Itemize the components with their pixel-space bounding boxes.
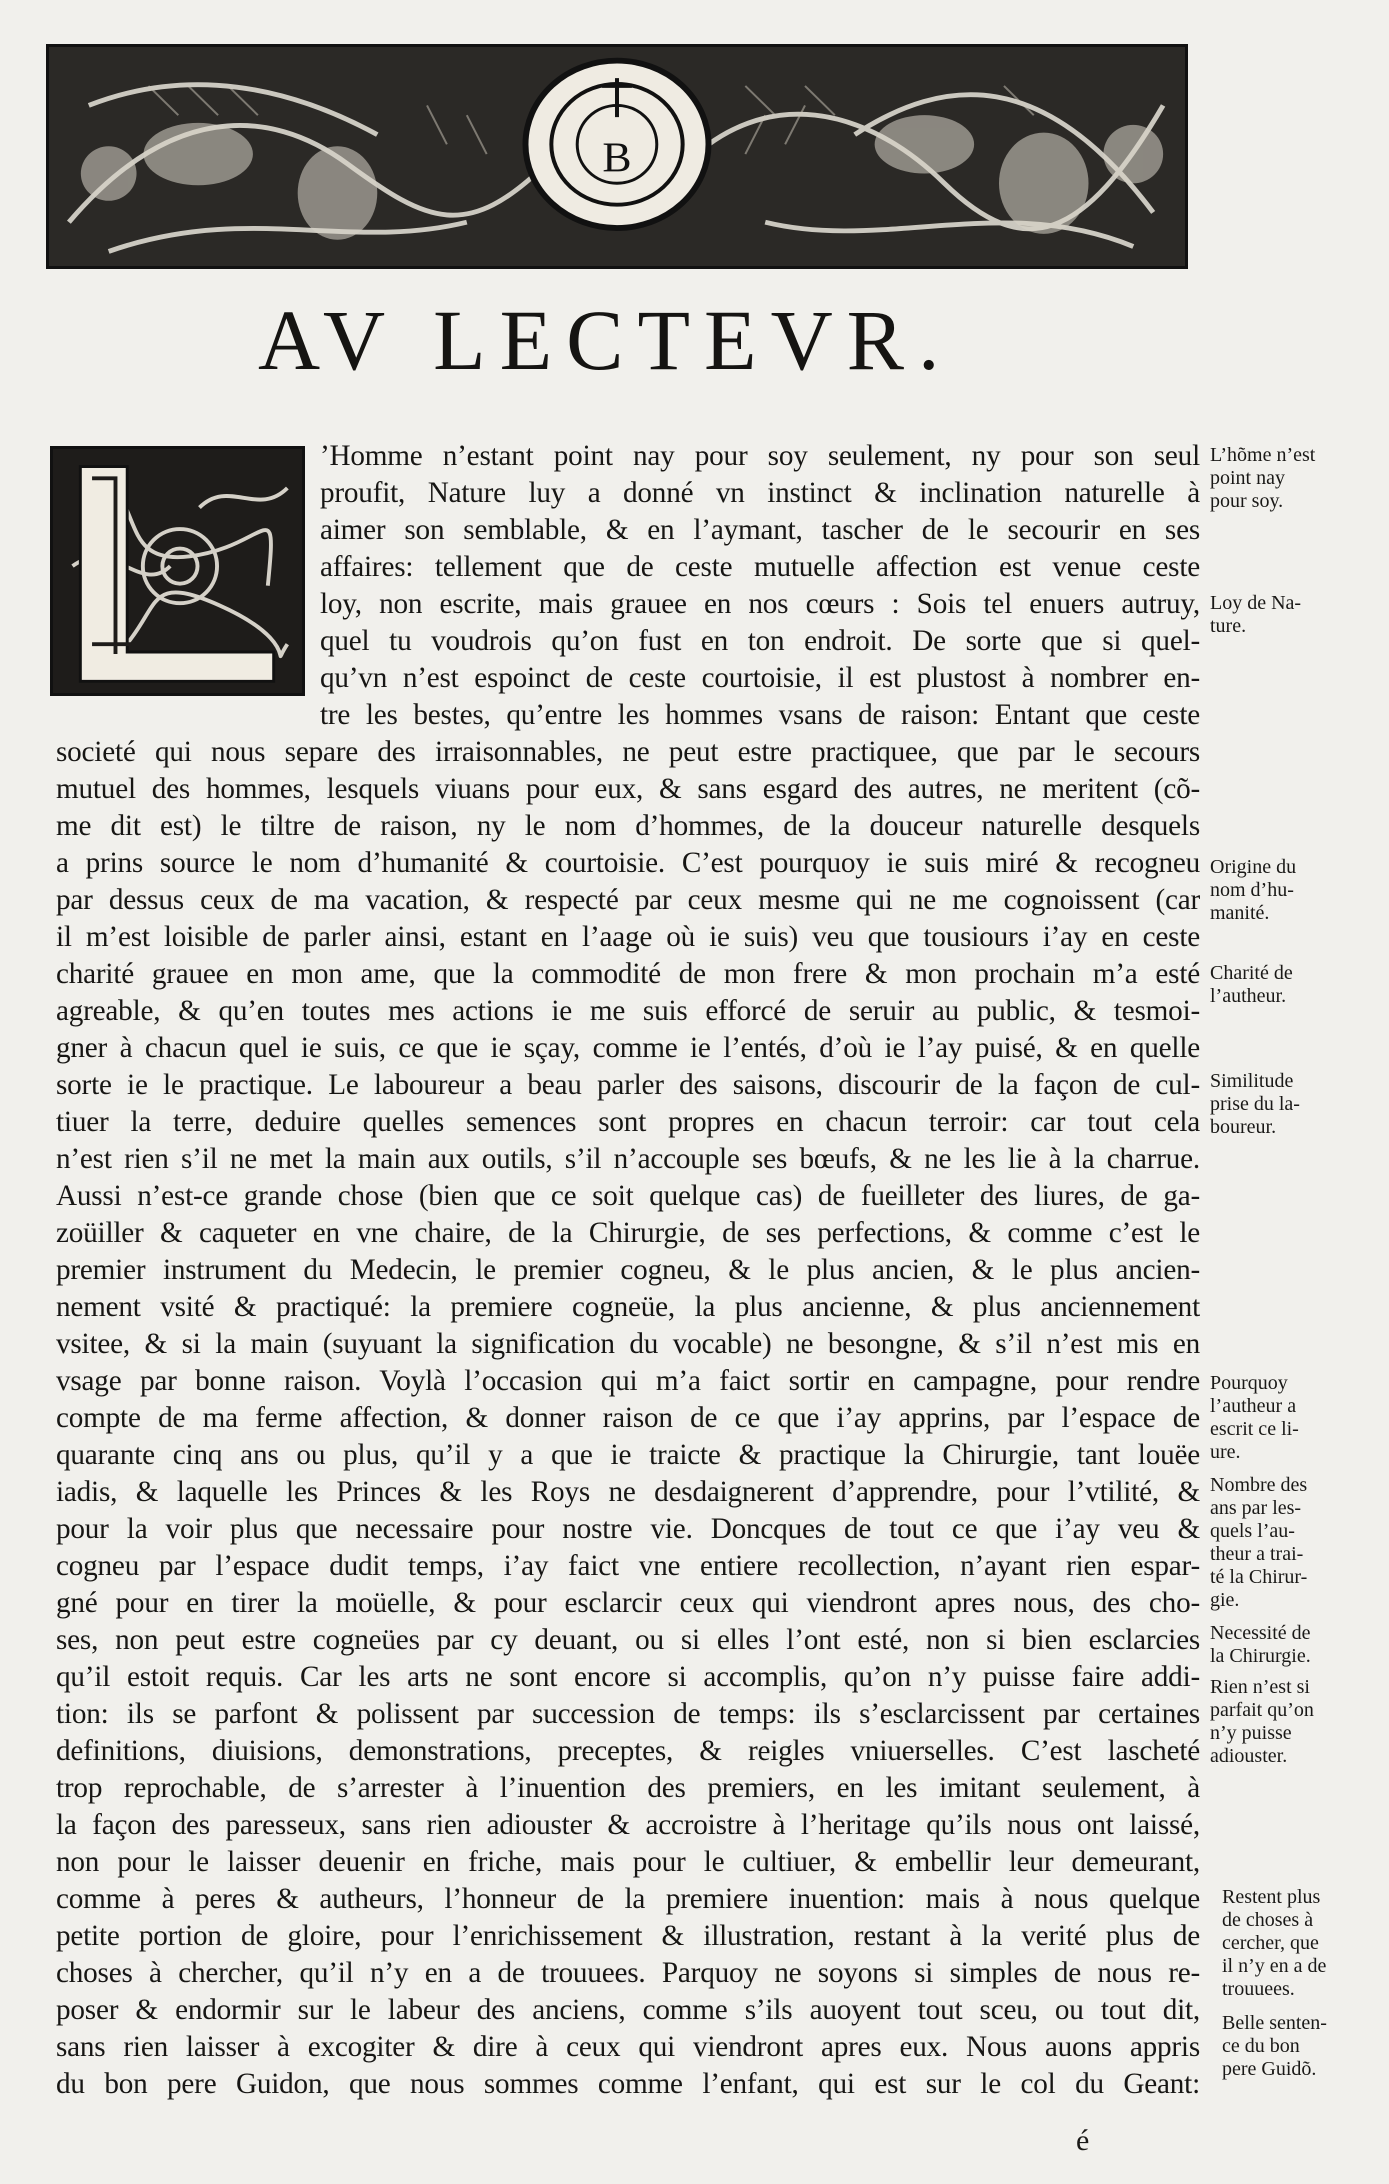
margin-note-line: parfait qu’on bbox=[1210, 1699, 1314, 1721]
body-line: cogneu par l’espace dudit temps, i’ay faict vne entiere recollection, n’ayant rien espar- bbox=[56, 1550, 1200, 1582]
body-line: societé qui nous separe des irraisonnables, ne peut estre practiquee, que par le secours bbox=[56, 736, 1200, 768]
margin-note-line: Nombre des bbox=[1210, 1474, 1308, 1496]
body-line: par dessus ceux de ma vacation, & respecté par ceux mesme qui ne me cognoissent (car bbox=[56, 884, 1200, 916]
body-line: qu’il estoit requis. Car les arts ne sont encore si accomplis, qu’on n’y puisse faire addi- bbox=[56, 1661, 1200, 1693]
margin-note-line: point nay bbox=[1210, 467, 1285, 489]
body-line: compte de ma ferme affection, & donner raison de ce que i’ay apprins, par l’espace de bbox=[56, 1402, 1200, 1434]
margin-note bbox=[1222, 1886, 1372, 2001]
body-line: aimer son semblable, & en l’aymant, tascher de le secourir en ses bbox=[320, 514, 1200, 546]
body-line: iadis, & laquelle les Princes & les Roys ne desdaignerent d’apprendre, pour l’vtilité, & bbox=[56, 1476, 1200, 1508]
body-line: poser & endormir sur le labeur des anciens, comme s’ils auoyent tout sceu, ou tout dit, bbox=[56, 1994, 1200, 2026]
margin-note-line: pere Guidõ. bbox=[1222, 2058, 1317, 2080]
body-line: vsage par bonne raison. Voylà l’occasion qui m’a faict sortir en campagne, pour rendre bbox=[56, 1365, 1200, 1397]
body-line: a prins source le nom d’humanité & courtoisie. C’est pourquoy ie suis miré & recogneu bbox=[56, 847, 1200, 879]
margin-note bbox=[1210, 856, 1360, 925]
margin-note-line: quels l’au- bbox=[1210, 1520, 1295, 1542]
margin-note-line: Belle senten- bbox=[1222, 2012, 1327, 2034]
body-line: petite portion de gloire, pour l’enrichissement & illustration, restant à la verité plus de bbox=[56, 1920, 1200, 1952]
body-line: proufit, Nature luy a donné vn instinct & inclination naturelle à bbox=[320, 477, 1200, 509]
margin-note-line: té la Chirur- bbox=[1210, 1566, 1308, 1588]
body-line: zoüiller & caqueter en vne chaire, de la Chirurgie, de ses perfections, & comme c’est le bbox=[56, 1217, 1200, 1249]
body-line: pour la voir plus que necessaire pour nostre vie. Doncques de tout ce que i’ay veu & bbox=[56, 1513, 1200, 1545]
body-line: loy, non escrite, mais grauee en nos cœurs : Sois tel enuers autruy, bbox=[320, 588, 1200, 620]
margin-note-line: prise du la- bbox=[1210, 1093, 1300, 1115]
body-line: tiuer la terre, deduire quelles semences sont propres en chacun terroir: car tout cela bbox=[56, 1106, 1200, 1138]
margin-note-line: Pourquoy bbox=[1210, 1372, 1288, 1394]
body-line: qu’vn n’est espoinct de ceste courtoisie, il est plustost à nombrer en- bbox=[320, 662, 1200, 694]
body-line: ’Homme n’estant point nay pour soy seulement, ny pour son seul bbox=[320, 440, 1200, 472]
body-line: quarante cinq ans ou plus, qu’il y a que ie traicte & practique la Chirurgie, tant louëe bbox=[56, 1439, 1200, 1471]
margin-note-line: trouuees. bbox=[1222, 1978, 1295, 2000]
margin-note bbox=[1210, 1474, 1360, 1612]
margin-note-line: ure. bbox=[1210, 1441, 1241, 1463]
margin-note-line: Loy de Na- bbox=[1210, 592, 1302, 614]
margin-note-line: la Chirurgie. bbox=[1210, 1645, 1311, 1667]
body-line: gné pour en tirer la moüelle, & pour esclarcir ceux qui viendront apres nous, des cho- bbox=[56, 1587, 1200, 1619]
body-line: nement vsité & practiqué: la premiere cogneüe, la plus ancienne, & plus anciennement bbox=[56, 1291, 1200, 1323]
margin-note bbox=[1210, 1622, 1360, 1668]
body-line: premier instrument du Medecin, le premier cogneu, & le plus ancien, & le plus ancien- bbox=[56, 1254, 1200, 1286]
margin-note-line: n’y puisse bbox=[1210, 1722, 1292, 1744]
body-line: mutuel des hommes, lesquels viuans pour eux, & sans esgard des autres, ne meritent (cõ- bbox=[56, 773, 1200, 805]
body-line: definitions, diuisions, demonstrations, preceptes, & reigles vniuerselles. C’est lascheté bbox=[56, 1735, 1200, 1767]
margin-note-line: boureur. bbox=[1210, 1116, 1277, 1138]
margin-note bbox=[1222, 2012, 1372, 2081]
margin-note-line: gie. bbox=[1210, 1589, 1240, 1611]
margin-note-line: Charité de bbox=[1210, 962, 1293, 984]
body-line: choses à chercher, qu’il n’y en a de trouuees. Parquoy ne soyons si simples de nous re- bbox=[56, 1957, 1200, 1989]
margin-note-line: Similitude bbox=[1210, 1070, 1294, 1092]
body-line: agreable, & qu’en toutes mes actions ie me suis efforcé de seruir au public, & tesmoi- bbox=[56, 995, 1200, 1027]
margin-note-line: ce du bon bbox=[1222, 2035, 1300, 2057]
margin-note-line: Origine du bbox=[1210, 856, 1297, 878]
margin-note-line: l’autheur. bbox=[1210, 985, 1287, 1007]
margin-note-line: pour soy. bbox=[1210, 490, 1284, 512]
margin-note-line: adiouster. bbox=[1210, 1745, 1288, 1767]
margin-note-line: Rien n’est si bbox=[1210, 1676, 1310, 1698]
margin-note bbox=[1210, 1372, 1360, 1464]
body-line: comme à peres & autheurs, l’honneur de la premiere inuention: mais à nous quelque bbox=[56, 1883, 1200, 1915]
body-line: ses, non peut estre cogneües par cy deuant, ou si elles l’ont esté, non si bien esclarcies bbox=[56, 1624, 1200, 1656]
margin-note-line: L’hõme n’est bbox=[1210, 444, 1316, 466]
margin-note-line: Restent plus bbox=[1222, 1886, 1321, 1908]
margin-note-line: ans par les- bbox=[1210, 1497, 1302, 1519]
body-line: sans rien laisser à excogiter & dire à ceux qui viendront apres eux. Nous auons appris bbox=[56, 2031, 1200, 2063]
body-line: me dit est) le tiltre de raison, ny le nom d’hommes, de la douceur naturelle desquels bbox=[56, 810, 1200, 842]
body-line: affaires: tellement que de ceste mutuelle affection est venue ceste bbox=[320, 551, 1200, 583]
margin-note bbox=[1210, 962, 1360, 1008]
margin-note-line: nom d’hu- bbox=[1210, 879, 1294, 901]
body-line: il m’est loisible de parler ainsi, estant en l’aage où ie suis) veu que tousiours i’ay en ceste bbox=[56, 921, 1200, 953]
body-line: vsitee, & si la main (suyuant la signification du vocable) ne besongne, & s’il n’est mis en bbox=[56, 1328, 1200, 1360]
body-line: Aussi n’est-ce grande chose (bien que ce soit quelque cas) de fueilleter des liures, de ga- bbox=[56, 1180, 1200, 1212]
body-line: sorte ie le practique. Le laboureur a beau parler des saisons, discourir de la façon de cul- bbox=[56, 1069, 1200, 1101]
catchword: é bbox=[1076, 2124, 1090, 2157]
body-line: n’est rien s’il ne met la main aux outils, s’il n’accouple ses bœufs, & ne les lie à la charrue. bbox=[56, 1143, 1200, 1175]
body-line: gner à chacun quel ie suis, ce que ie sçay, comme ie l’entés, d’où ie l’ay puisé, & en quelle bbox=[56, 1032, 1200, 1064]
page-title: AV LECTEVR. bbox=[258, 292, 954, 388]
body-line: tre les bestes, qu’entre les hommes vsans de raison: Entant que ceste bbox=[320, 699, 1200, 731]
margin-note-line: cercher, que bbox=[1222, 1932, 1319, 1954]
margin-note-line: Necessité de bbox=[1210, 1622, 1311, 1644]
margin-note-line: theur a trai- bbox=[1210, 1543, 1304, 1565]
margin-note-line: escrit ce li- bbox=[1210, 1418, 1299, 1440]
margin-note-line: ture. bbox=[1210, 615, 1247, 637]
body-line: la façon des paresseux, sans rien adiouster & accroistre à l’heritage qu’ils nous ont laissé, bbox=[56, 1809, 1200, 1841]
margin-note-line: l’autheur a bbox=[1210, 1395, 1297, 1417]
body-line: non pour le laisser deuenir en friche, mais pour le cultiuer, & embellir leur demeurant, bbox=[56, 1846, 1200, 1878]
margin-note-line: de choses à bbox=[1222, 1909, 1314, 1931]
body-line: trop reprochable, de s’arrester à l’inuention des premiers, en les imitant seulement, à bbox=[56, 1772, 1200, 1804]
margin-note bbox=[1210, 1070, 1360, 1139]
margin-note bbox=[1210, 444, 1360, 513]
body-line: du bon pere Guidon, que nous sommes comme l’enfant, qui est sur le col du Geant: bbox=[56, 2068, 1200, 2100]
margin-note bbox=[1210, 1676, 1360, 1768]
margin-note bbox=[1210, 592, 1360, 638]
body-line: quel tu voudrois qu’on fust en ton endroit. De sorte que si quel- bbox=[320, 625, 1200, 657]
emblem-letter: B bbox=[602, 134, 632, 182]
body-line: tion: ils se parfont & polissent par succession de temps: ils s’esclarcissent par certaines bbox=[56, 1698, 1200, 1730]
margin-note-line: il n’y en a de bbox=[1222, 1955, 1327, 1977]
margin-note-line: manité. bbox=[1210, 902, 1270, 924]
body-line: charité grauee en mon ame, que la commodité de mon frere & mon prochain m’a esté bbox=[56, 958, 1200, 990]
